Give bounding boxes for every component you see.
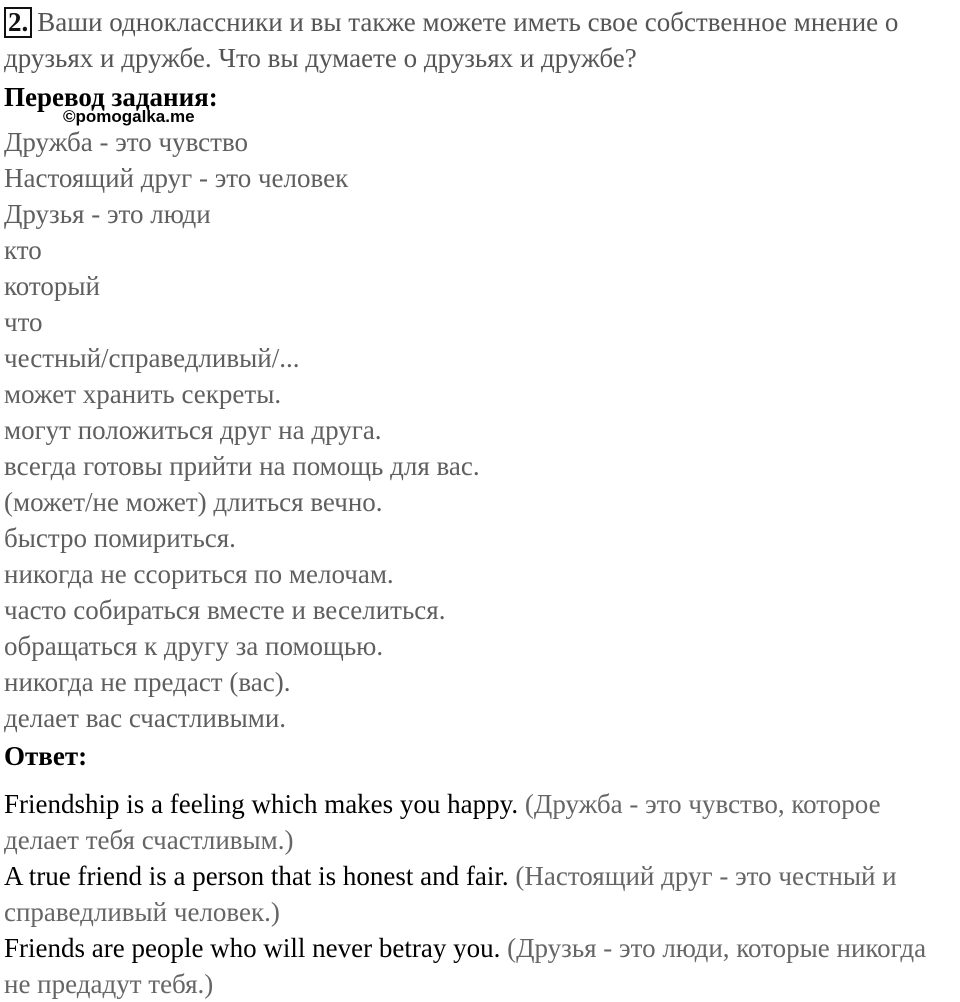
answer-heading: Ответ: bbox=[4, 741, 88, 771]
answer-translation: (Дружба - это чувство, которое делает тебя счастливым.) bbox=[4, 789, 881, 855]
answer-english: Friends are people who will never betray you. bbox=[4, 933, 501, 963]
phrase-item: никогда не предаст (вас). bbox=[4, 667, 291, 697]
watermark-logo: ©pomogalka.me bbox=[63, 107, 195, 126]
phrase-item: (может/не может) длиться вечно. bbox=[4, 487, 383, 517]
phrase-item: который bbox=[4, 271, 100, 301]
answer-item bbox=[4, 858, 959, 930]
phrase-item: кто bbox=[4, 235, 42, 265]
task-text: Ваши одноклассники и вы также можете иметь свое собственное мнение о друзьях и дружбе. Что вы думаете о друзьях и дружбе? bbox=[4, 7, 899, 73]
answer-list bbox=[4, 786, 959, 1002]
answer-english: Friendship is a feeling which makes you happy. bbox=[4, 789, 519, 819]
answer-item bbox=[4, 930, 959, 1002]
phrase-item: Настоящий друг - это человек bbox=[4, 163, 349, 193]
phrase-item: могут положиться друг на друга. bbox=[4, 415, 382, 445]
phrase-item: часто собираться вместе и веселиться. bbox=[4, 595, 446, 625]
task-number: 2. bbox=[4, 7, 32, 38]
translation-heading: Перевод задания: bbox=[4, 82, 218, 112]
phrase-item: обращаться к другу за помощью. bbox=[4, 631, 384, 661]
task-statement bbox=[4, 4, 956, 76]
phrase-item: делает вас счастливыми. bbox=[4, 703, 287, 733]
phrase-list bbox=[4, 124, 480, 736]
phrase-item: быстро помириться. bbox=[4, 523, 236, 553]
answer-translation: (Друзья - это люди, которые никогда не предадут тебя.) bbox=[4, 933, 927, 999]
answer-english: A true friend is a person that is honest and fair. bbox=[4, 861, 509, 891]
phrase-item: всегда готовы прийти на помощь для вас. bbox=[4, 451, 480, 481]
answer-translation: (Настоящий друг - это честный и справедливый человек.) bbox=[4, 861, 897, 927]
phrase-item: Друзья - это люди bbox=[4, 199, 211, 229]
phrase-item: Дружба - это чувство bbox=[4, 127, 249, 157]
phrase-item: честный/справедливый/... bbox=[4, 343, 300, 373]
phrase-item: может хранить секреты. bbox=[4, 379, 282, 409]
phrase-item: никогда не ссориться по мелочам. bbox=[4, 559, 394, 589]
phrase-item: что bbox=[4, 307, 43, 337]
answer-item bbox=[4, 786, 959, 858]
